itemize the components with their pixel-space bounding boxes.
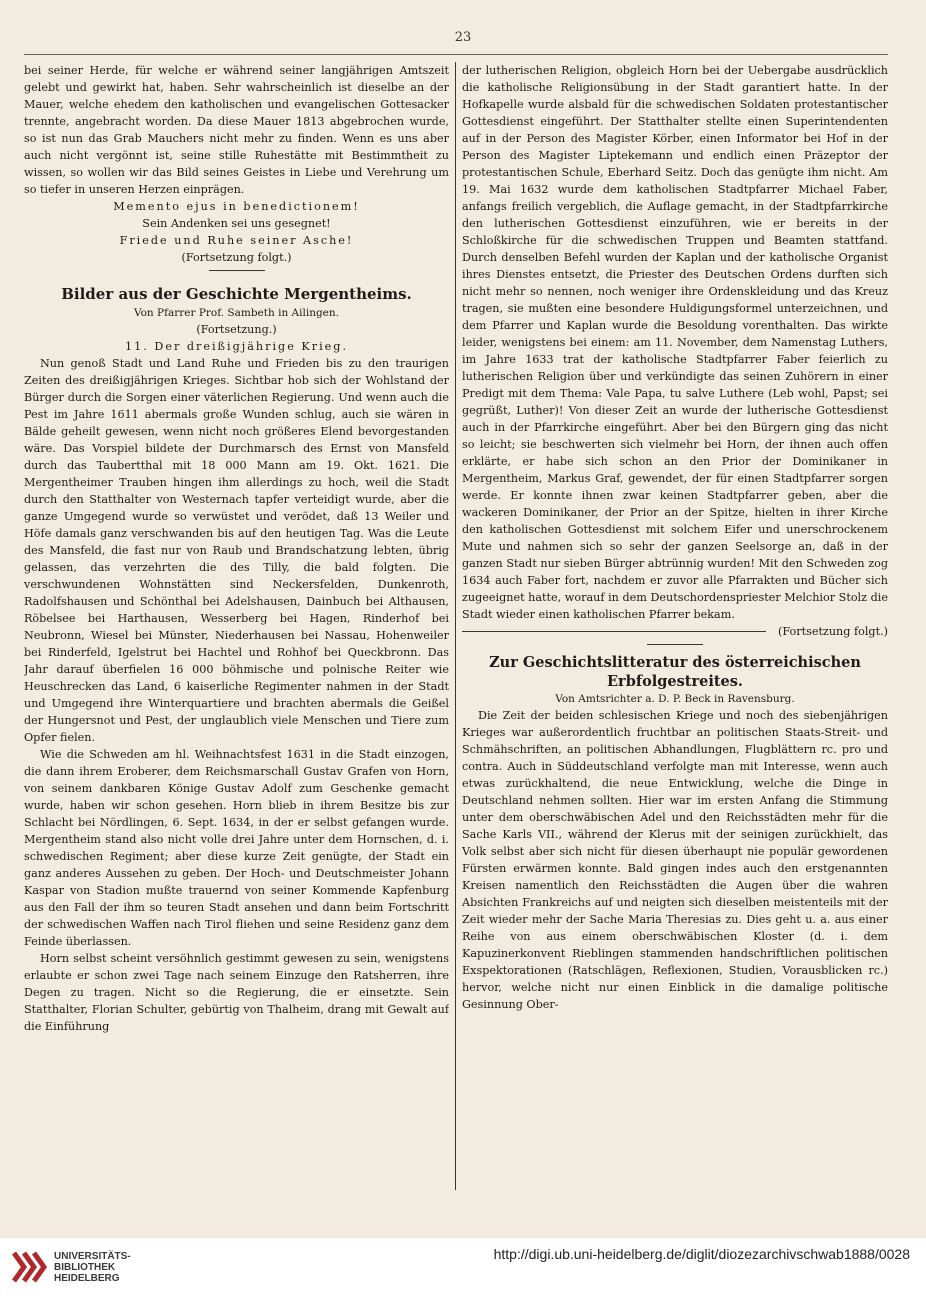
column-divider (455, 62, 456, 1190)
article-byline: Von Amtsrichter a. D. P. Beck in Ravensburg. (555, 693, 795, 705)
paragraph: Die Zeit der beiden schlesischen Kriege und noch des siebenjährigen Krieges war außerordentlich fruchtbar an politischen Staats-Streit- und Schmähschriften, an politischen Abhandlungen, Flugblättern rc. pro und contra. Auch in Süddeutschland verfolgte man mit Interesse, wenn auch etwas zurückhaltend, die neue Entwicklung, welche die Dinge in Deutschland nehmen sollten. Hier war im ersten Anfang die Stimmung unter dem oberschwäbischen Adel und den Reichsstädten mehr für die Sache Karls VII., während der Klerus mit der seinigen zurückhielt, das Volk selbst aber sich nicht für diesen überhaupt nie populär gewordenen Fürsten erwärmen konnte. Bald gingen indes auch den erstgenannten Kreisen namentlich den Reichsstädten die Augen über die wahren Absichten Frankreichs auf und neigten sich dieselben meistenteils mit der Zeit wieder mehr der Sache Maria Theresias zu. Dies geht u. a. aus einer Reihe von aus einem oberschwäbischen Kloster (d. i. dem Kapuzinerkonvent Rieblingen stammenden handschriftlichen politischen Exspektorationen (Ratschlägen, Reflexionen, Studien, Vorausblicken rc.) hervor, welche nicht nur einen Einblick in die damalige politische Gesinnung Ober- (462, 709, 888, 1011)
memento-german: Sein Andenken sei uns gesegnet! (142, 217, 331, 230)
memento-rest: Friede und Ruhe seiner Asche! (119, 234, 354, 247)
source-url[interactable]: http://digi.ub.uni-heidelberg.de/diglit/diozezarchivschwab1888/0028 (493, 1246, 910, 1262)
continuation-rule (462, 631, 766, 632)
left-column (24, 62, 449, 1190)
article-title-line1: Zur Geschichtslitteratur des österreichischen (489, 654, 861, 671)
fortsetzung-note: (Fortsetzung.) (196, 323, 277, 336)
section-heading: 11. Der dreißigjährige Krieg. (125, 340, 348, 353)
paragraph: Wie die Schweden am hl. Weihnachtsfest 1631 in die Stadt einzogen, die dann ihrem Eroberer, dem Reichsmarschall Gustav Grafen von Horn, von seinem dankbaren Könige Gustav Adolf zum Geschenke gemacht wurde, haben wir schon gesehen. Horn blieb in ihrem Besitze bis zur Schlacht bei Nördlingen, 6. Sept. 1634, in der er selbst gefangen wurde. Mergentheim stand also nicht volle drei Jahre unter dem Hornschen, d. i. schwedischen Regiment; aber diese kurze Zeit genügte, der Stadt ein ganz anderes Aussehen zu geben. Der Hoch- und Deutschmeister Johann Kaspar von Stadion mußte trauernd von seiner Kommende Kapfenburg aus den Fall der ihm so teuren Stadt ansehen und dann beim Fortschritt der schwedischen Waffen nach Tirol fliehen und seine Residenz ganz dem Feinde überlassen. (24, 748, 449, 948)
paragraph: bei seiner Herde, für welche er während seiner langjährigen Amtszeit gelebt und gewirkt hat, haben. Sehr wahrscheinlich ist dieselbe an der Mauer, welche ehedem den katholischen und evangelischen Gottesacker trennte, angebracht worden. Da diese Mauer 1813 abgebrochen wurde, so ist nun das Grab Mauchers nicht mehr zu finden. Wenn es uns aber auch nicht vergönnt ist, seine stille Ruhestätte mit Bestimmtheit zu wissen, so wollen wir das Bild seines Geistes in Liebe und Verehrung um so tiefer in unseren Herzen einprägen. (24, 64, 449, 196)
header-rule (24, 54, 888, 55)
library-name (54, 1251, 131, 1284)
library-name-line2: BIBLIOTHEK (54, 1261, 116, 1273)
article-title (462, 653, 888, 691)
article-byline: Von Pfarrer Prof. Sambeth in Ailingen. (133, 307, 340, 319)
section-rule (209, 270, 265, 271)
page-number: 23 (454, 30, 472, 45)
library-logo (10, 1247, 131, 1287)
library-name-line3: HEIDELBERG (54, 1272, 120, 1284)
continuation-note: (Fortsetzung folgt.) (181, 251, 292, 264)
paragraph: Horn selbst scheint versöhnlich gestimmt gewesen zu sein, wenigstens erlaubte er schon zwei Tage nach seinem Einzuge den Ratsherren, ihre Degen zu tragen. Nicht so die Regierung, die er einsetzte. Sein Statthalter, Florian Schulter, gebürtig von Thalheim, drang mit Gewalt auf die Einführung (24, 952, 449, 1033)
paragraph: Nun genoß Stadt und Land Ruhe und Frieden bis zu den traurigen Zeiten des dreißigjährigen Krieges. Sichtbar hob sich der Wohlstand der Bürger durch die Sorgen einer väterlichen Regierung. Und wenn auch die Pest im Jahre 1611 abermals große Wunden schlug, auch sie wären in Bälde geheilt gewesen, wenn nicht noch größeres Elend bevorgestanden wäre. Das Vorspiel bildete der Durchmarsch des Ernst von Mansfeld durch das Taubertthal mit 18 000 Mann am 19. Okt. 1621. Die Mergentheimer Trauben hingen ihm allerdings zu hoch, weil die Stadt durch den Statthalter von Westernach tapfer verteidigt wurde, aber die ganze Umgegend wurde so verwüstet und verödet, daß 13 Weiler und Höfe damals ganz verschwanden bis auf den heutigen Tag. Was die Leute des Mansfeld, die fast nur von Raub und Brandschatzung lebten, übrig gelassen, das verzehrten die des Tilly, die bald folgten. Die verschwundenen Wohnstätten sind Neckersfelden, Dunkenroth, Radolfshausen und Schönthal bei Adelshausen, Dainbuch bei Althausen, Röbelsee bei Harthausen, Wesserberg bei Hagen, Rinderhof bei Neubronn, Wiesel bei Münster, Niederhausen bei Nassau, Hohenweiler bei Rinderfeld, Igelstrut bei Hachtel und Rohhof bei Queckbronn. Das Jahr darauf überfielen 16 000 böhmische und polnische Reiter wie Heuschrecken das Land, 6 kaiserliche Regimenter nahmen in der Stadt und Umgegend ihre Winterquartiere und brachten abermals die Geißel der Hungersnot und Pest, der unglaublich viele Menschen und Tiere zum Opfer fielen. (24, 357, 449, 744)
article-title: Bilder aus der Geschichte Mergentheims. (61, 285, 412, 303)
section-rule (647, 644, 703, 645)
library-seal-icon (10, 1247, 48, 1287)
continuation-note: (Fortsetzung folgt.) (777, 625, 888, 638)
continuation-line (462, 623, 888, 640)
paragraph: der lutherischen Religion, obgleich Horn bei der Uebergabe ausdrücklich die katholische Religionsübung in der Stadt garantiert hatte. In der Hofkapelle wurde alsbald für die schwedischen Soldaten protestantischer Gottesdienst eingeführt. Der Statthalter stellte einen Superintendenten auf in der Person des Magister Körber, einen Informator bei Hof in der Person des Magister Liptekemann und endlich einen Präzeptor der protestantischen Schule, Eberhard Seitz. Doch das genügte ihm nicht. Am 19. Mai 1632 wurde dem katholischen Stadtpfarrer Michael Faber, anfangs freilich vergeblich, die Auflage gemacht, in der Stadtpfarrkirche den lutherischen Gottesdienst einzuführen, wie er bereits in der Schloßkirche für die schwedischen Truppen und Beamten stattfand. Durch denselben Befehl wurden der Kaplan und der katholische Organist ihres Dienstes entsetzt, die Priester des Deutschen Ordens durften sich nicht mehr so nennen, noch weniger ihre Ordenskleidung und das Kreuz tragen, sie mußten eine besondere Huldigungsformel unterzeichnen, und dem Pfarrer und Kaplan wurde die Besoldung vorenthalten. Das wirkte leider, wenigstens bei einem: am 11. November, dem Namenstag Luthers, im Jahre 1633 trat der katholische Stadtpfarrer Faber feierlich zu lutherischen Religion über und verkündigte das seinen Zuhörern in einer Predigt mit dem Thema: Vale Papa, tu salve Luthere (Leb wohl, Papst; sei gegrüßt, Luther)! Von dieser Zeit an wurde der lutherische Gottesdienst auch in der Pfarrkirche eingeführt. Aber bei den Bürgern ging das nicht so leicht; sie beschwerten sich vielmehr bei Horn, der ihnen auch offen erklärte, er habe sich schon an den Prior der Dominikaner in Mergentheim, Markus Graf, gewendet, der für einen Stadtpfarrer sorgen werde. Er konnte ihnen zwar keinen Stadtpfarrer geben, aber die wackeren Dominikaner, der Prior an der Spitze, hielten in ihrer Kirche den katholischen Gottesdienst mit solchem Eifer und unerschrockenem Mute und nahmen sich so sehr der ganzen Seelsorge an, daß in der ganzen Stadt nur sieben Bürger abtrünnig wurden! Mit den Schweden zog 1634 auch Faber fort, nachdem er zuvor alle Pfarrakten und Bücher sich zugeeignet hatte, worauf in dem Deutschordenspriester Melchior Stolz die Stadt wieder einen katholischen Pfarrer bekam. (462, 64, 888, 621)
memento-latin: Memento ejus in benedictionem! (113, 200, 360, 213)
article-title-line2: Erbfolgestreites. (607, 673, 743, 690)
right-column (462, 62, 888, 1190)
library-name-line1: UNIVERSITÄTS- (54, 1250, 131, 1262)
